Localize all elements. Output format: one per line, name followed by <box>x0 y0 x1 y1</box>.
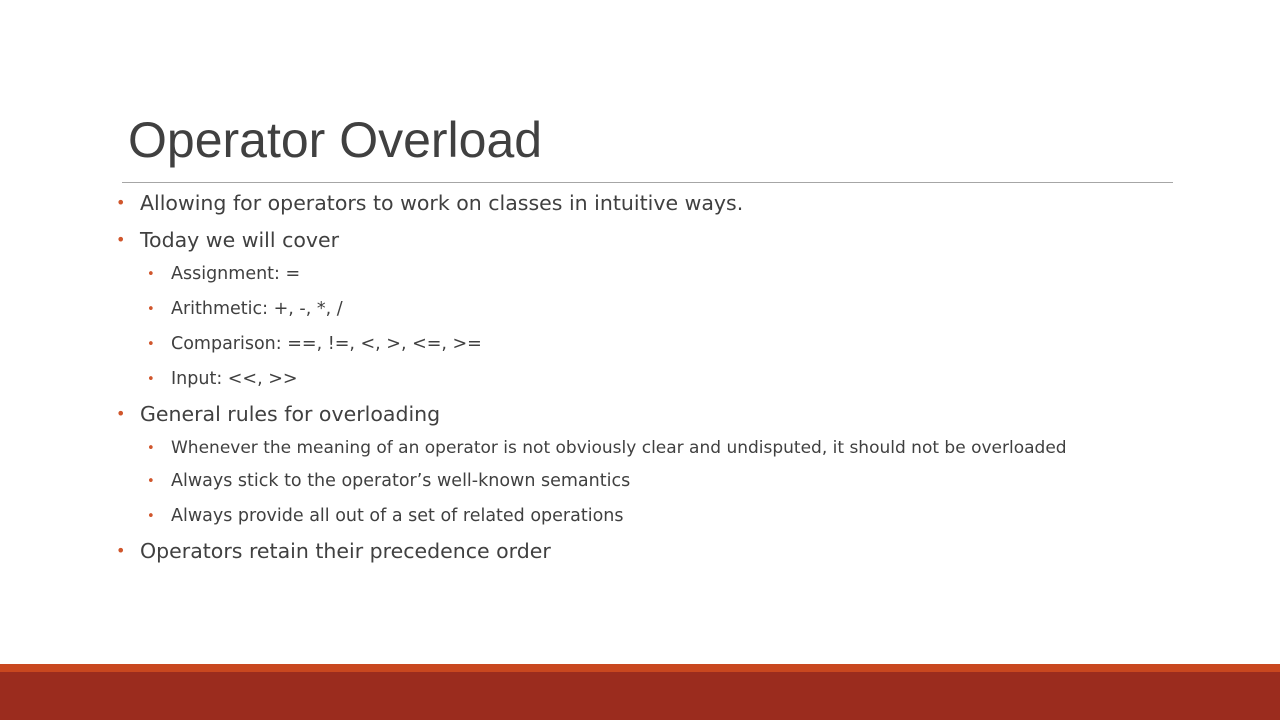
bullet-icon: • <box>116 541 126 560</box>
sub-bullet-text: Whenever the meaning of an operator is not obviously clear and undisputed, it should not be overloaded <box>171 438 1067 458</box>
bullet-list <box>113 190 1173 564</box>
sub-bullet-text: Comparison: ==, !=, <, >, <=, >= <box>171 334 482 354</box>
sub-bullet-text: Always provide all out of a set of related operations <box>171 506 624 526</box>
bullet-icon: • <box>147 267 155 282</box>
bullet-text: Operators retain their precedence order <box>140 539 551 563</box>
bullet-icon: • <box>147 337 155 352</box>
sub-bullet-list <box>140 264 1173 390</box>
footer-band <box>0 672 1280 720</box>
sub-bullet-text: Input: <<, >> <box>171 369 298 389</box>
bullet-icon: • <box>147 302 155 317</box>
bullet-item-precedence <box>113 538 1173 564</box>
sub-bullet-list <box>140 438 1173 527</box>
bullet-item-today <box>113 227 1173 390</box>
sub-bullet-text: Arithmetic: +, -, *, / <box>171 299 343 319</box>
bullet-icon: • <box>147 509 155 524</box>
bullet-icon: • <box>116 404 126 423</box>
bullet-icon: • <box>116 230 126 249</box>
bullet-icon: • <box>116 193 126 212</box>
sub-bullet-item <box>140 334 1173 355</box>
bullet-text: Today we will cover <box>140 228 340 252</box>
sub-bullet-item <box>140 299 1173 320</box>
sub-bullet-text: Always stick to the operator’s well-known semantics <box>171 471 631 491</box>
bullet-icon: • <box>147 372 155 387</box>
sub-bullet-item <box>140 471 1173 492</box>
bullet-text: General rules for overloading <box>140 402 441 426</box>
sub-bullet-text: Assignment: = <box>171 264 301 284</box>
bullet-text: Allowing for operators to work on classes in intuitive ways. <box>140 191 744 215</box>
slide-body <box>113 190 1173 575</box>
bullet-item-general-rules <box>113 401 1173 527</box>
footer-accent-band <box>0 664 1280 672</box>
sub-bullet-item <box>140 438 1173 457</box>
slide-title: Operator Overload <box>128 112 543 168</box>
sub-bullet-item <box>140 264 1173 285</box>
sub-bullet-item <box>140 369 1173 390</box>
title-divider <box>122 182 1173 183</box>
bullet-icon: • <box>147 474 155 489</box>
bullet-icon: • <box>147 441 155 456</box>
sub-bullet-item <box>140 506 1173 527</box>
bullet-item-intro <box>113 190 1173 216</box>
